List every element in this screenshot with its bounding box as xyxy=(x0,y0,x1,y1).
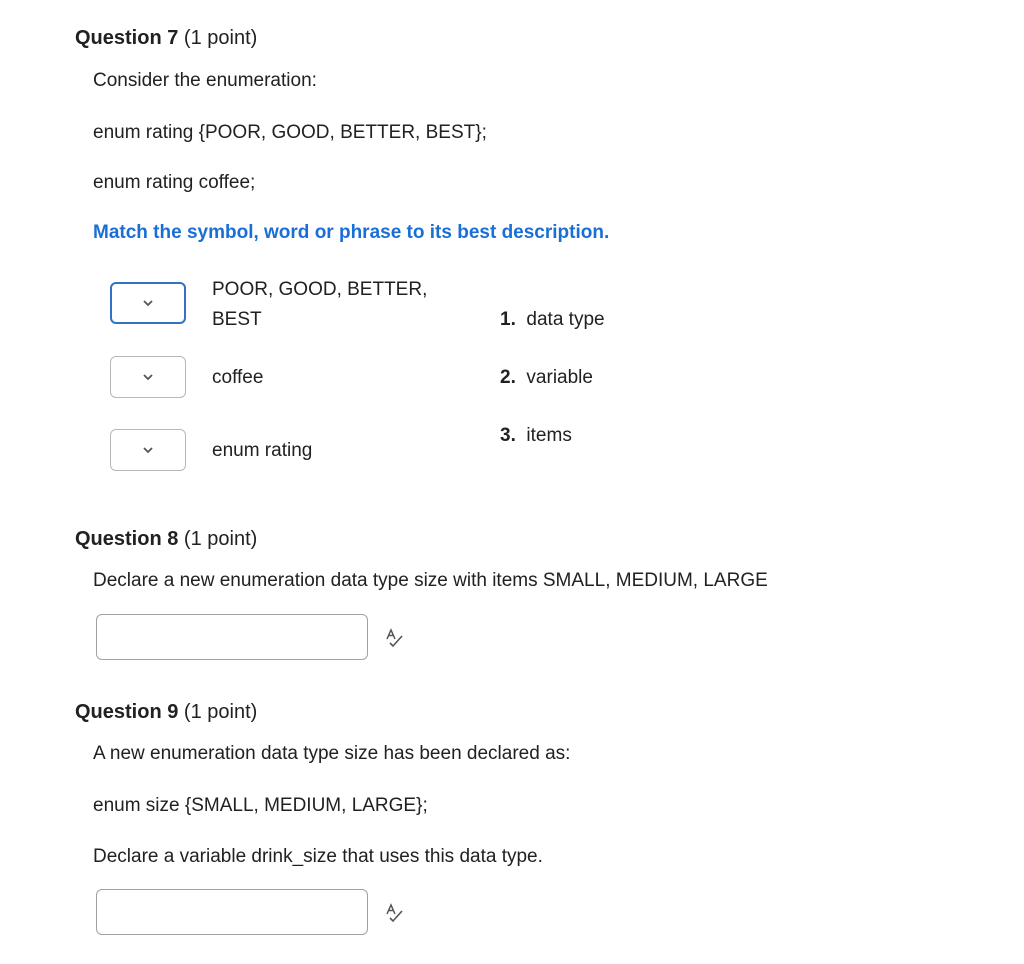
question-9-answer-input[interactable] xyxy=(96,889,368,935)
question-9-title xyxy=(75,701,257,724)
question-8-prompt: Declare a new enumeration data type size with items SMALL, MEDIUM, LARGE xyxy=(93,570,768,591)
choice-2-number: 2. xyxy=(500,367,516,388)
match-item-3: enum rating xyxy=(212,440,313,461)
question-7-code-2: enum rating coffee; xyxy=(93,172,256,193)
match-select-2[interactable] xyxy=(110,356,186,398)
choice-3 xyxy=(500,425,572,447)
choice-2 xyxy=(500,367,593,389)
choice-1-text: data type xyxy=(526,309,605,330)
match-select-1[interactable] xyxy=(110,282,186,324)
question-9-label: Question 9 xyxy=(75,701,179,723)
match-item-1-line-2: BEST xyxy=(212,309,262,330)
question-7-intro: Consider the enumeration: xyxy=(93,70,317,91)
question-7-code-1: enum rating {POOR, GOOD, BETTER, BEST}; xyxy=(93,122,487,143)
question-7-points: (1 point) xyxy=(183,27,258,49)
question-9-prompt-2: Declare a variable drink_size that uses this data type. xyxy=(93,846,543,867)
spellcheck-icon[interactable] xyxy=(384,627,406,649)
match-item-2: coffee xyxy=(212,367,264,388)
chevron-down-icon xyxy=(141,445,155,455)
question-9-points: (1 point) xyxy=(183,701,258,723)
chevron-down-icon xyxy=(141,372,155,382)
question-8-points: (1 point) xyxy=(183,528,258,550)
question-9-prompt: A new enumeration data type size has been declared as: xyxy=(93,743,571,764)
choice-1 xyxy=(500,309,605,331)
chevron-down-icon xyxy=(141,298,155,308)
question-7-title xyxy=(75,27,257,50)
question-7-instruction: Match the symbol, word or phrase to its best description. xyxy=(93,222,610,243)
choice-3-number: 3. xyxy=(500,425,516,446)
choice-1-number: 1. xyxy=(500,309,516,330)
question-8-label: Question 8 xyxy=(75,528,179,550)
choice-3-text: items xyxy=(526,425,572,446)
match-item-1-line-1: POOR, GOOD, BETTER, xyxy=(212,279,428,300)
question-9-code: enum size {SMALL, MEDIUM, LARGE}; xyxy=(93,795,428,816)
question-8-title xyxy=(75,528,257,551)
match-select-3[interactable] xyxy=(110,429,186,471)
spellcheck-icon[interactable] xyxy=(384,902,406,924)
question-7-label: Question 7 xyxy=(75,27,179,49)
question-8-answer-input[interactable] xyxy=(96,614,368,660)
choice-2-text: variable xyxy=(526,367,593,388)
